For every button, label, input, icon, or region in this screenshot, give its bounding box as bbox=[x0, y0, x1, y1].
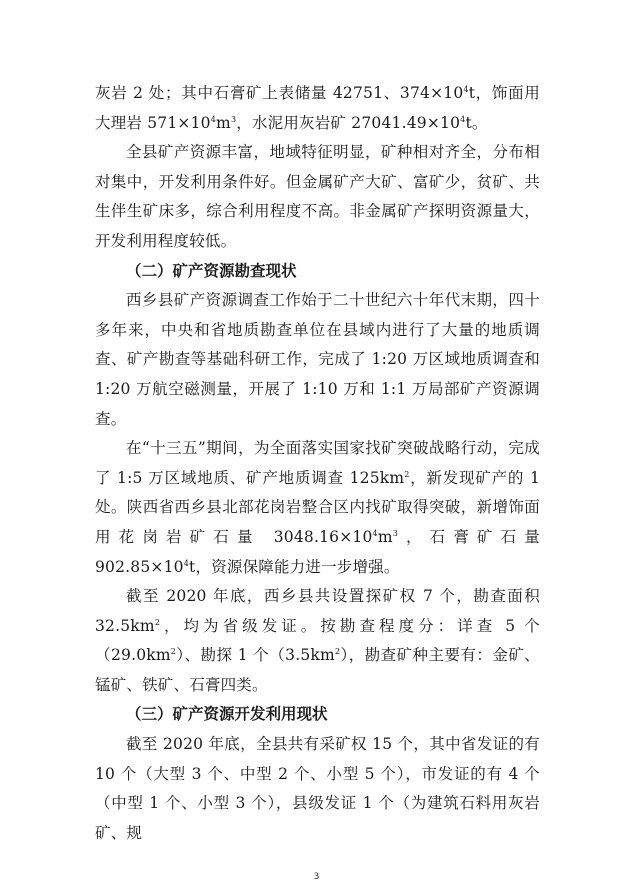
superscript: 4 bbox=[460, 114, 466, 124]
superscript: 2 bbox=[154, 617, 161, 627]
superscript: 4 bbox=[372, 528, 378, 538]
text-run: ）、勘探 1 个（3.5km bbox=[176, 646, 335, 665]
superscript: 2 bbox=[334, 647, 341, 657]
text-run: 截至 2020 年底，西乡县共设置探矿权 7 个，勘查面积 32.5km bbox=[95, 587, 540, 635]
superscript: 4 bbox=[210, 114, 217, 124]
text-run: t，饰面用大理岩 571×10 bbox=[95, 84, 541, 132]
paragraph-exploration-rights bbox=[95, 582, 540, 700]
text-run: m bbox=[377, 527, 393, 546]
text-run: 在“十三五”期间，为全面落实国家找矿突破战略行动，完成了 1:5 万区域地质、矿产地质调查 125km bbox=[95, 439, 540, 487]
text-run: t。 bbox=[465, 113, 488, 132]
text-run: 灰岩 2 处；其中石膏矿上表储量 42751、374×10 bbox=[95, 84, 464, 102]
section-heading-exploration: （二）矿产资源勘查现状 bbox=[126, 261, 297, 280]
superscript: 4 bbox=[183, 558, 190, 568]
page-number: 3 bbox=[313, 872, 320, 882]
text-run: ，石膏矿石量 902.85×10 bbox=[95, 527, 540, 576]
paragraph-resource-overview: 全县矿产资源丰富，地域特征明显，矿种相对齐全，分布相对集中，开发利用条件好。但金属矿产大矿、富矿少，贫矿、共生伴生矿床多，综合利用程度不高。非金属矿产探明资源量大，开发利用程度较低。 bbox=[95, 143, 540, 250]
section-heading-development: （三）矿产资源开发利用现状 bbox=[126, 705, 328, 724]
text-run: t，资源保障能力进一步增强。 bbox=[189, 557, 400, 576]
paragraph-mining-rights: 截至 2020 年底，全县共有采矿权 15 个，其中省发证的有 10 个（大型 3 个、中型 2 个、小型 5 个），市发证的有 4 个（中型 1 个、小型 3 个），县级发证 1 个（为建筑石料用灰岩矿、规 bbox=[95, 735, 540, 842]
text-run: ），勘查矿种主要有：金矿、锰矿、铁矿、石膏四类。 bbox=[95, 646, 540, 694]
superscript: 2 bbox=[170, 647, 177, 657]
superscript: 4 bbox=[463, 84, 469, 94]
text-run: m bbox=[216, 113, 231, 132]
superscript: 2 bbox=[404, 469, 410, 479]
paragraph-thirteenth-five-year bbox=[95, 434, 540, 582]
paragraph-reserves bbox=[95, 79, 540, 138]
document-body bbox=[95, 79, 540, 848]
text-run: ，均为省级发证。按勘查程度分：详查 5 个（29.0km bbox=[95, 616, 540, 665]
paragraph-exploration-history: 西乡县矿产资源调查工作始于二十世纪六十年代末期，四十多年来，中央和省地质勘查单位在县域内进行了大量的地质调查、矿产勘查等基础科研工作，完成了 1:20 万区域地质调查和 1:20 万航空磁测量，开展了 1:10 万和 1:1 万局部矿产资源调查。 bbox=[95, 291, 540, 428]
text-run: ，新发现矿产的 1 处。陕西省西乡县北部花岗岩整合区内找矿取得突破，新增饰面用花岗岩矿石量 3048.16×10 bbox=[95, 468, 541, 546]
superscript: 3 bbox=[230, 114, 237, 124]
superscript: 3 bbox=[392, 528, 399, 538]
text-run: ，水泥用灰岩矿 27041.49×10 bbox=[236, 113, 461, 132]
